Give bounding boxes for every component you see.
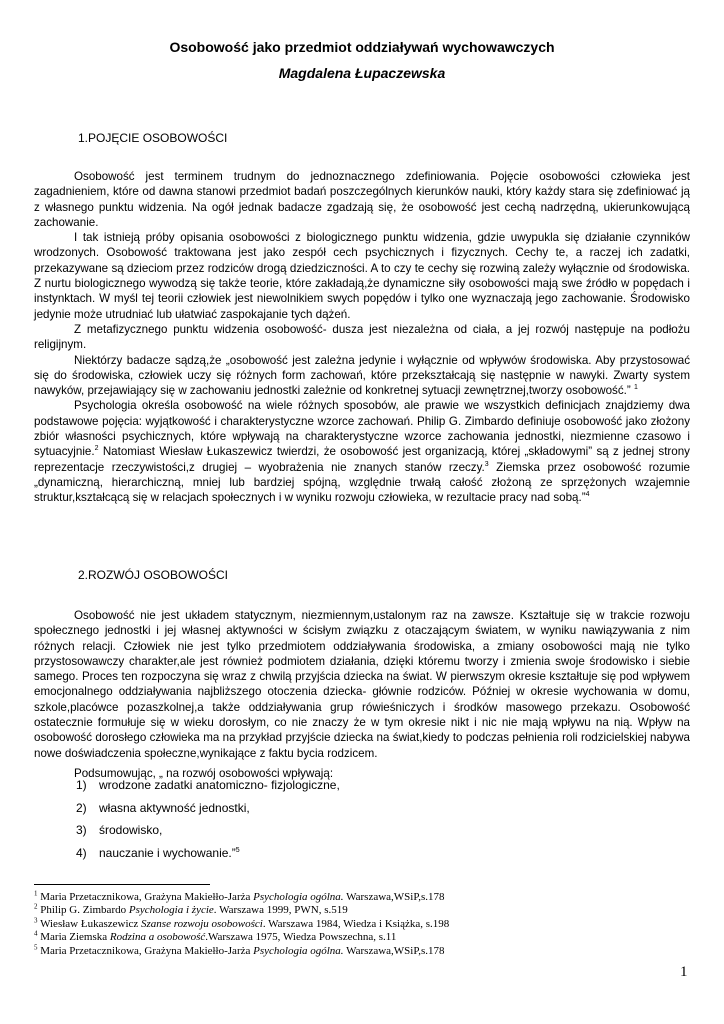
footnote-ref: 5 [235, 846, 240, 854]
footnote-text: .Warszawa 1975, Wiedza Powszechna, s.11 [205, 931, 397, 944]
paragraph-text: Psychologia określa osobowość na wiele różnych sposobów, ale prawie we wszystkich definicjach znajdziemy dwa podstawowe pojęcia: wyjątkowość i charakterystyczne wzorce zachowań. Philip G. Zimbardo definiuje osobowość jako złożony zbiór własności psychicznych, które wpływają na charakterystyczne wzorce zachowania jednostki, niezmienne czasowo i sytuacyjnie. [34, 399, 690, 459]
paragraph-text: Ziemska przez osobowość rozumie „dynamiczną, hierarchiczną, mniej lub bardziej spójną, względnie trwałą całość złożoną ze sprzężonych wzajemnie struktur,kształcącą się w relacjach społecznych i w wyniku rozwoju człowieka, w rezultacie pracy nad sobą.” [34, 460, 690, 505]
list-item-text: wrodzone zadatki anatomiczno- fizjologiczne, [99, 778, 340, 792]
footnote-ref: 4 [585, 491, 590, 499]
section-heading-personality-concept: 1.POJĘCIE OSOBOWOŚCI [78, 131, 228, 145]
section2-body [34, 608, 690, 781]
summary-intro: Podsumowując, „ na rozwój osobowości wpływają: [74, 766, 334, 780]
document-title: Osobowość jako przedmiot oddziaływań wychowawczych [169, 39, 555, 55]
footnote [34, 942, 694, 958]
footnote-text: Philip G. Zimbardo [40, 904, 129, 917]
footnotes [34, 891, 694, 958]
footnote-number: 5 [34, 942, 38, 951]
footnote-text: Maria Przetacznikowa, Grażyna Makiełło-Jarża [40, 891, 254, 903]
footnote-text: . Warszawa 1984, Wiedza i Książka, s.198 [262, 917, 450, 930]
page-number: 1 [680, 964, 688, 980]
footnote-ref: 3 [484, 460, 489, 468]
footnote [34, 931, 694, 944]
footnote-text: Maria Przetacznikowa, Grażyna Makiełło-Jarża [40, 944, 254, 957]
list-item-number: 2) [76, 800, 87, 815]
footnote-separator [34, 884, 210, 885]
paragraph-text: Natomiast Wiesław Łukaszewicz twierdzi, że osobowość jest organizacją, której „składowymi” są z jednej strony reprezentacje rzeczywistości,z drugiej – wyobrażenia nie znanych stanów rzeczy. [34, 445, 690, 474]
list-item [76, 778, 676, 801]
paragraph: I tak istnieją próby opisania osobowości z biologicznego punktu widzenia, gdzie uwypukla się działanie czynników wrodzonych. Osobowość traktowana jest jako zespół cech psychicznych i fizycznych. Cechy te, a raczej ich zadatki, przekazywane są dzieciom przez rodziców drogą dziedziczności. A to czy te cechy się rozwiną zależy wyłącznie od środowiska. Z nurtu biologicznego wywodzą się także teorie, które zakładają,że dynamiczne siły osobowości mają swe źródło w popędach i instynktach. W myśl tej teorii człowiek jest niewolnikiem swych popędów i tylko one wyznaczają jego zachowanie. Środowisko jedynie może utrudniać lub ułatwiać zaspokajanie tych dążeń. [34, 231, 690, 321]
footnote-title: Psychologia i życie [128, 904, 214, 917]
footnote-text: Warszawa,WSiP,s.178 [343, 891, 445, 903]
paragraph [34, 353, 690, 399]
list-item-number: 3) [76, 823, 87, 837]
list-item-number: 4) [76, 845, 87, 860]
footnote-text: Warszawa,WSiP,s.178 [343, 944, 445, 957]
section-heading-personality-development: 2.ROZWÓJ OSOBOWOŚCI [78, 568, 229, 582]
footnote-number: 4 [34, 929, 38, 938]
footnote [34, 891, 694, 904]
footnote-title: Rodzina a osobowość [109, 931, 206, 944]
paragraph [34, 398, 690, 505]
list-item [76, 801, 676, 824]
footnote-number: 3 [34, 916, 38, 925]
footnote-text: Maria Ziemska [40, 931, 110, 944]
paragraph: Z metafizycznego punktu widzenia osobowość- dusza jest niezależna od ciała, a jej rozwój następuje na podłożu religijnym. [34, 322, 690, 352]
footnote-text: Wiesław Łukaszewicz [40, 917, 142, 930]
paragraph: Osobowość nie jest układem statycznym, niezmiennym,ustalonym raz na zawsze. Kształtuje się w trakcie rozwoju społecznego jednostki i jej własnej aktywności w ścisłym związku z otaczającym światem, w wyniku nawiązywania z nim różnych relacji. Człowiek nie jest tylko przedmiotem oddziaływania środowiska, a zmiany osobowości mają nie tylko przystosowawczy charakter,ale jest również podmiotem działania, dzięki któremu tworzy i zmienia swoje środowisko i siebie samego. Proces ten rozpoczyna się wraz z chwilą przyjścia dziecka na świat. W pierwszym okresie kształtuje się pod wpływem emocjonalnego oddziaływania najbliższego otoczenia dziecka- głównie rodziców. Później w okresie wychowania w domu, szkole,placówce pozaszkolnej,a także oddziaływania grup rówieśniczych i środków masowego przekazu. Osobowość ostatecznie formułuje się w wieku dorosłym, co nie znaczy że w tym okresie nikt i nic nie mają wpływu na nią. Wpływ na osobowość dorosłego człowieka ma na przykład przyjście dziecka na świat,kiedy to podczas pełnienia roli rodzicielskiej nabywa nowe doświadczenia społeczne,wynikające z faktu bycia rodzicem. [34, 609, 690, 760]
footnote-text: . Warszawa 1999, PWN, s.519 [213, 904, 348, 917]
footnote-title: Psychologia ogólna. [253, 944, 344, 957]
list-item-text: środowisko, [99, 823, 163, 837]
document-author: Magdalena Łupaczewska [278, 65, 446, 81]
list-item-number: 1) [76, 778, 87, 792]
footnote [34, 904, 694, 917]
paragraph: Osobowość jest terminem trudnym do jednoznacznego zdefiniowania. Pojęcie osobowości człowieka jest zagadnieniem, które od dawna stanowi przedmiot badań poszczególnych kierunków nauki, który każdy stara się zdefiniować ją z własnego punktu widzenia. Na ogół jednak badacze zgadzają się, że osobowość jest cechą nadrzędną, ukierunkowującą zachowanie. [34, 170, 690, 229]
footnote-number: 2 [34, 902, 38, 911]
list-item [76, 823, 676, 846]
footnote-ref: 2 [94, 445, 99, 453]
list-item-text: nauczanie i wychowanie.” [99, 845, 236, 860]
influence-list [76, 778, 676, 868]
section1-body [34, 169, 690, 506]
list-item-text: własna aktywność jednostki, [99, 800, 250, 815]
footnote-number: 1 [34, 889, 38, 898]
footnote-title: Psychologia ogólna. [253, 891, 344, 903]
footnote [34, 918, 694, 931]
paragraph-text: Niektórzy badacze sądzą,że „osobowość jest zależna jedynie i wyłącznie od wpływów środowiska. Aby przystosować się do środowiska, człowiek uczy się różnych form zachowań, które przekształcają się następnie w nawyki. Zwarty system nawyków, przejawiający się w zachowaniu jednostki zależnie od konkretnej sytuacji zewnętrznej,tworzy osobowość.” [34, 353, 690, 398]
footnote-ref: 1 [633, 384, 638, 392]
list-item [76, 846, 676, 869]
footnote-title: Szanse rozwoju osobowości [141, 917, 263, 930]
